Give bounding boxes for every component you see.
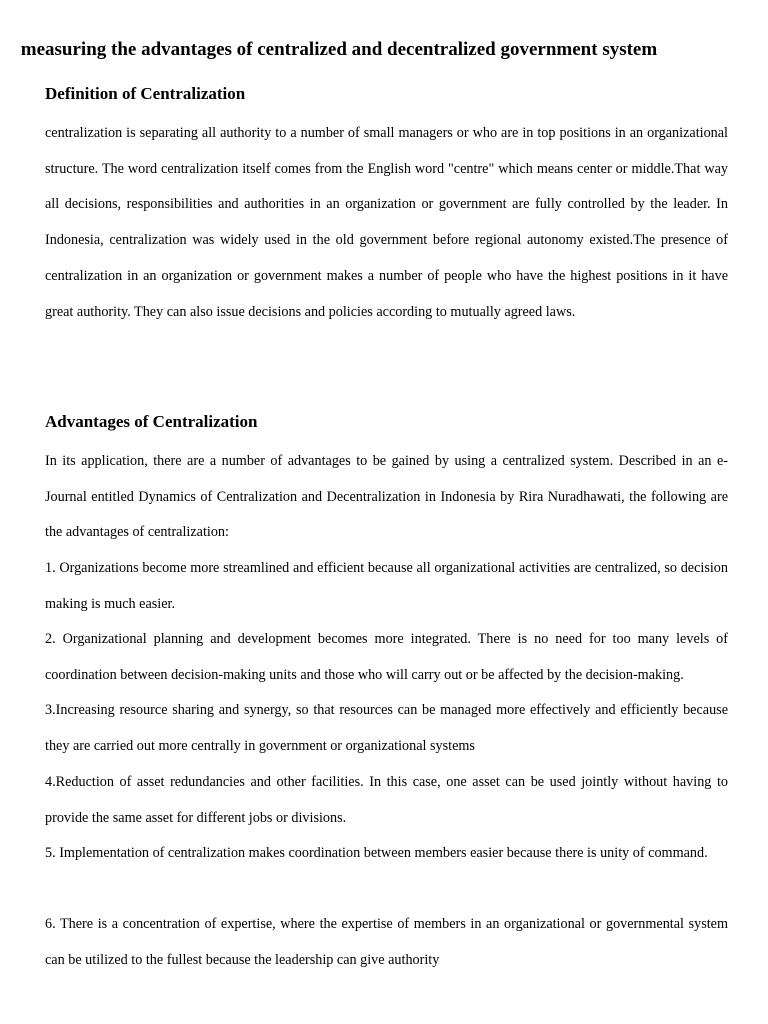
- section-heading-definition: Definition of Centralization: [45, 84, 246, 103]
- list-item-advantage-5: 5. Implementation of centralization makes coordination between members easier because there is unity of command.: [45, 845, 708, 861]
- paragraph-advantages-intro: In its application, there are a number of advantages to be gained by using a centralized system. Described in an e-Journal entitled Dynamics of Centralization and Decentralization in Indonesia by Rira Nuradhawati, the following are the advantages of centralization:: [45, 453, 728, 541]
- list-item-advantage-2: 2. Organizational planning and development becomes more integrated. There is no need for too many levels of coordination between decision-making units and those who will carry out or be affected by the decision-making.: [45, 631, 728, 683]
- document-title: measuring the advantages of centralized and decentralized government system: [20, 39, 658, 60]
- list-item-advantage-3: 3.Increasing resource sharing and synergy, so that resources can be managed more effectively and efficiently because they are carried out more centrally in government or organizational systems: [45, 702, 728, 754]
- list-item-advantage-6: 6. There is a concentration of expertise, where the expertise of members in an organizational or governmental system can be utilized to the fullest because the leadership can give authority: [45, 916, 728, 968]
- list-item-advantage-4: 4.Reduction of asset redundancies and other facilities. In this case, one asset can be used jointly without having to provide the same asset for different jobs or divisions.: [45, 774, 728, 826]
- paragraph-definition: centralization is separating all authority to a number of small managers or who are in top positions in an organizational structure. The word centralization itself comes from the English word "centre" which means center or middle.That way all decisions, responsibilities and authorities in an organization or government are fully controlled by the leader. In Indonesia, centralization was widely used in the old government before regional autonomy existed.The presence of centralization in an organization or government makes a number of people who have the highest positions in it have great authority. They can also issue decisions and policies according to mutually agreed laws.: [45, 125, 728, 320]
- section-heading-advantages: Advantages of Centralization: [45, 412, 258, 431]
- list-item-advantage-1: 1. Organizations become more streamlined and efficient because all organizational activities are centralized, so decision making is much easier.: [45, 560, 728, 612]
